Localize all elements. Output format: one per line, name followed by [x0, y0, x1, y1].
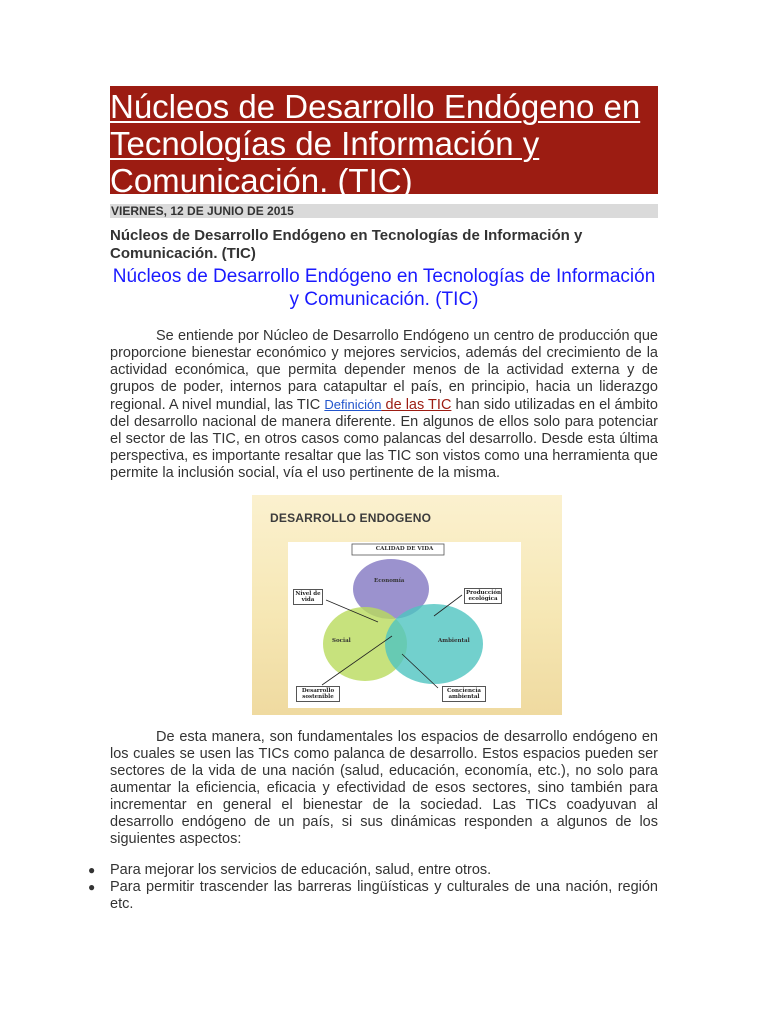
label-ambiental: Ambiental	[438, 638, 470, 644]
definicion-link[interactable]: Definición	[324, 397, 382, 412]
aspects-list	[88, 862, 658, 913]
paragraph-intro-text-1: Se entiende por Núcleo de Desarrollo Endógeno un centro de producción que proporcione bienestar económico y mejores servicios, además del crecimiento de la actividad económica, que permita depender menos de la actividad externa y de grupos de poder, internos para catapultar el país, en principio, hacia un liderazgo regional. A nivel mundial, las TIC	[110, 328, 658, 413]
paragraph-espacios	[110, 729, 658, 848]
bullet-icon: ●	[88, 863, 96, 877]
box-nivel-vida: Nivel de vida	[293, 589, 323, 605]
paragraph-espacios-text: De esta manera, son fundamentales los espacios de desarrollo endógeno en los cuales se usen las TICs como palanca de desarrollo. Estos espacios pueden ser sectores de la vida de una nación (salud, educación, economía, etc.), no solo para aumentar la eficiencia, eficacia y efectividad de esos sectores, sino también para incrementar en general el bienestar de la sociedad. Las TICs coadyuvan al desarrollo endógeno de un país, si sus dinámicas responden a algunos de los siguientes aspectos:	[110, 729, 658, 847]
post-title-banner[interactable]	[110, 86, 658, 199]
post-date: VIERNES, 12 DE JUNIO DE 2015	[110, 204, 658, 218]
list-item-text: Para mejorar los servicios de educación, salud, entre otros.	[110, 862, 492, 878]
figure-title: DESARROLLO ENDOGENO	[270, 511, 432, 525]
post-subtitle: Núcleos de Desarrollo Endógeno en Tecnologías de Información y Comunicación. (TIC)	[110, 227, 583, 262]
bullet-icon: ●	[88, 880, 96, 894]
list-item	[88, 862, 658, 879]
box-produccion-ecologica: Producción ecológica	[466, 590, 502, 602]
venn-diagram	[288, 542, 521, 708]
list-item	[88, 879, 658, 913]
label-economia: Economía	[374, 578, 405, 584]
paragraph-intro-text-2: han sido utilizadas en el ámbito del desarrollo nacional de manera diferente. En algunos de ellos solo para potenciar el sector de las TIC, en otros casos como palancas del desarrollo. Desde esta última perspectiva, es importante resaltar que las TIC son vistos como una herramienta que permite la inclusión social, vía el uso pertinente de la misma.	[110, 397, 658, 481]
desarrollo-endogeno-figure	[252, 495, 562, 715]
list-item-text: Para permitir trascender las barreras lingüísticas y culturales de una nación, región etc.	[110, 879, 658, 912]
de-las-tic-link[interactable]: de las TIC	[381, 397, 452, 413]
box-desarrollo-sostenible: Desarrollo sostenible	[296, 686, 340, 702]
post-title-link[interactable]: Núcleos de Desarrollo Endógeno en Tecnologías de Información y Comunicación. (TIC)	[110, 88, 641, 199]
figure-diagram	[288, 542, 521, 708]
label-social: Social	[332, 638, 351, 644]
blog-post	[110, 86, 658, 482]
paragraph-intro	[110, 328, 658, 482]
post-heading: Núcleos de Desarrollo Endógeno en Tecnologías de Información y Comunicación. (TIC)	[112, 266, 656, 310]
box-conciencia-ambiental: Conciencia ambiental	[442, 686, 486, 702]
header-label: CALIDAD DE VIDA	[375, 546, 434, 552]
